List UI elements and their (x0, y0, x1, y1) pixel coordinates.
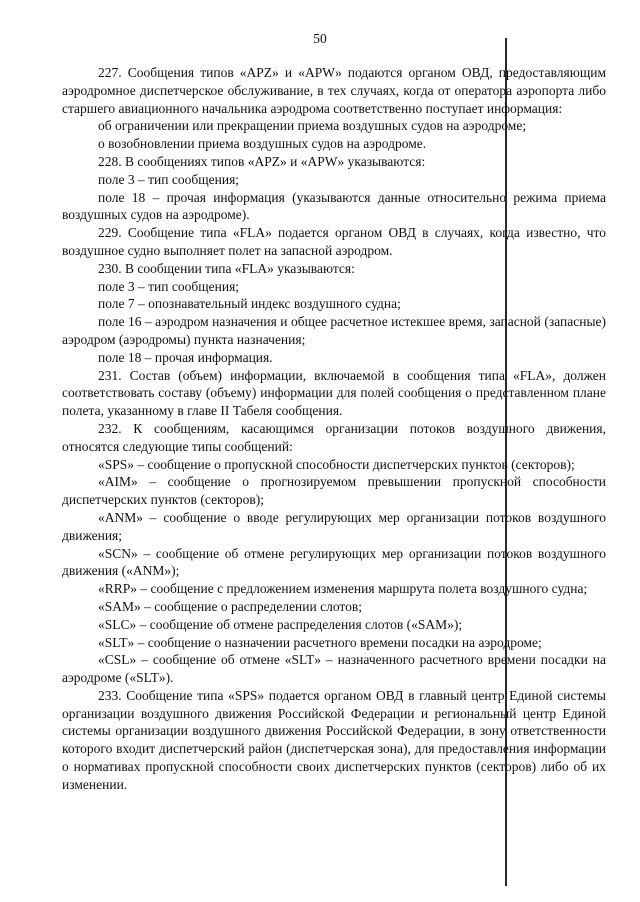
list-item: «RRP» – сообщение с предложением изменения маршрута полета воздушного судна; (98, 581, 588, 597)
list-item: поле 18 – прочая информация (указываются данные относительно режима приема воздушных судов на аэродроме). (62, 189, 606, 223)
list-item: поле 3 – тип сообщения; (98, 278, 240, 294)
list-item: поле 3 – тип сообщения; (98, 171, 240, 187)
list-item: «SLC» – сообщение об отмене распределения слотов («SAM»); (98, 616, 463, 632)
list-item: поле 7 – опознавательный индекс воздушного судна; (98, 296, 401, 312)
list-item: поле 16 – аэродром назначения и общее расчетное истекшее время, запасной (запасные) аэродром (аэродромы) пункта назначения; (62, 314, 606, 347)
list-item: об ограничении или прекращении приема воздушных судов на аэродроме; (98, 118, 527, 134)
list-item: поле 18 – прочая информация. (98, 349, 273, 365)
paragraph-227: 227. Сообщения типов «APZ» и «APW» подаются органом ОВД, предоставляющим аэродромное диспетчерское обслуживание, в тех случаях, когда от оператора аэропорта либо старшего авиационного начальника аэродрома соответственно поступает информация: (62, 65, 606, 116)
paragraph-230: 230. В сообщении типа «FLA» указываются: (98, 260, 355, 276)
list-item: «SCN» – сообщение об отмене регулирующих мер организации потоков воздушного движения («ANM»); (62, 545, 606, 579)
document-body (62, 64, 606, 794)
page-number: 50 (313, 31, 327, 46)
list-item: «ANM» – сообщение о вводе регулирующих мер организации потоков воздушного движения; (62, 509, 606, 543)
list-item: «SAM» – сообщение о распределении слотов; (98, 598, 363, 614)
list-item: о возобновлении приема воздушных судов на аэродроме. (98, 136, 427, 152)
list-item: «CSL» – сообщение об отмене «SLT» – назначенного расчетного времени посадки на аэродроме («SLT»). (62, 652, 606, 686)
paragraph-228: 228. В сообщениях типов «APZ» и «APW» указываются: (98, 153, 426, 169)
list-item: «AIM» – сообщение о прогнозируемом превышении пропускной способности диспетчерских пунктов (секторов); (62, 474, 606, 508)
paragraph-229: 229. Сообщение типа «FLA» подается органом ОВД в случаях, когда известно, что воздушное судно выполняет полет на запасной аэродром. (62, 225, 606, 258)
paragraph-231: 231. Состав (объем) информации, включаемой в сообщения типа «FLA», должен соответствовать составу (объему) информации для полей сообщения о представленном плане полета, указанному в главе II Табеля сообщения. (62, 367, 606, 419)
list-item: «SLT» – сообщение о назначении расчетного времени посадки на аэродроме; (98, 634, 542, 650)
paragraph-232: 232. К сообщениям, касающимся организации потоков воздушного движения, относятся следующие типы сообщений: (62, 420, 606, 454)
list-item: «SPS» – сообщение о пропускной способности диспетчерских пунктов (секторов); (98, 456, 575, 472)
paragraph-233: 233. Сообщение типа «SPS» подается органом ОВД в главный центр Единой системы организации воздушного движения Российской Федерации и региональный центр Единой системы организации воздушного движения Российской Федерации, в зону ответственности которого входит диспетчерский район (диспетчерская зона), для предоставления информации о нормативах пропускной способности своих диспетчерских пунктов (секторов) либо об их изменении. (62, 687, 606, 792)
